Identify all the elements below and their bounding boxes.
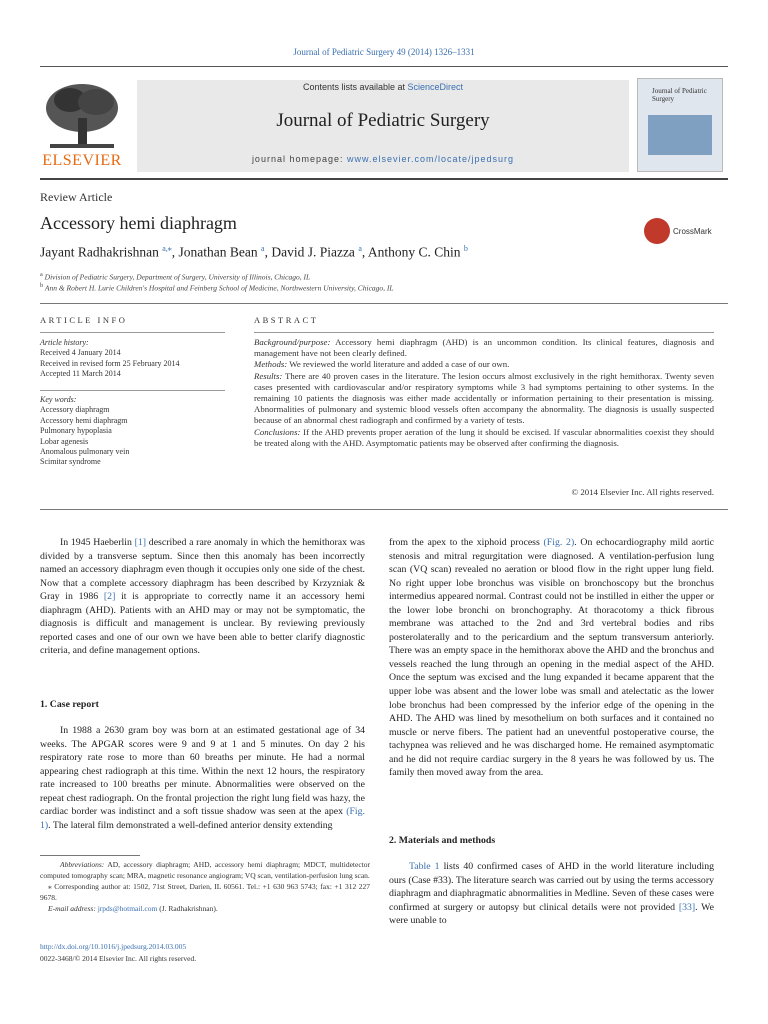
abstract-methods — [254, 359, 714, 370]
affiliation-marker: a — [40, 271, 43, 278]
author-name[interactable]: David J. Piazza — [271, 244, 355, 260]
keywords-label: Key words: — [40, 395, 77, 404]
case-report-paragraph — [40, 724, 365, 832]
contents-prefix: Contents lists available at — [302, 82, 408, 92]
footnote-text: AD, accessory diaphragm; AHD, accessory hemi diaphragm; MDCT, multidetector computed tomography scan; MRA, magnetic resonance angiogram; VQ scan, ventilation-perfusion lung scan. — [40, 860, 370, 880]
abstract-label: Results: — [254, 370, 283, 381]
intro-paragraph — [40, 536, 365, 658]
keyword: Accessory hemi diaphragm — [40, 415, 128, 425]
figure-link[interactable]: (Fig. 1) — [40, 806, 365, 831]
abstract-conclusions — [254, 427, 714, 449]
sciencedirect-link[interactable]: ScienceDirect — [407, 82, 464, 92]
header-divider — [40, 66, 728, 67]
abstract-text: We reviewed the world literature and added a case of our own. — [287, 359, 510, 370]
email-link[interactable]: jrpds@hotmail.com — [97, 904, 158, 913]
affiliation-text: Division of Pediatric Surgery, Department of Surgery, University of Illinois, Chicago, IL — [44, 272, 311, 282]
keyword: Pulmonary hypoplasia — [40, 426, 112, 436]
body-text: In 1988 a 2630 gram boy was born at an estimated gestational age of 34 weeks. The APGAR scores were 9 and 9 at 1 and 5 minutes. On day 2 his respiratory rate rose to more than 60 breaths per minute. He had a normal appearing chest radiograph at this time. Within the next 12 hours, the respiratory rate increased to 100 breaths per minute. Abnormalities were observed on the repeat chest radiograph. On the frontal projection the right lung field was hazy, the cardiac border was indistinct and a soft tissue shadow was seen at the apex — [40, 725, 365, 818]
author-affil-marker[interactable]: a — [358, 244, 362, 253]
abstract-label: Background/purpose: — [254, 337, 331, 347]
cover-title: Journal of Pediatric Surgery — [652, 87, 707, 103]
reference-link[interactable]: [33] — [678, 901, 696, 913]
contents-line — [137, 82, 629, 92]
article-info-heading: ARTICLE INFO — [40, 315, 128, 325]
abstract-background — [254, 337, 714, 359]
footnote-text: (J. Radhakrishnan). — [157, 904, 218, 913]
footnote-label: E-mail address: — [48, 904, 96, 913]
journal-cover-thumbnail — [637, 78, 723, 172]
footnote-divider — [40, 855, 140, 856]
case-report-continued — [389, 536, 714, 780]
history-item: Accepted 11 March 2014 — [40, 369, 121, 379]
author-affil-marker[interactable]: a — [261, 244, 265, 253]
journal-homepage — [137, 154, 629, 164]
keyword: Scimitar syndrome — [40, 457, 101, 467]
issn-copyright: 0022-3468/© 2014 Elsevier Inc. All rights reserved. — [40, 954, 197, 963]
abstract-label: Methods: — [254, 359, 288, 370]
body-text: In 1945 Haeberlin — [60, 537, 135, 548]
keywords — [40, 395, 225, 468]
abstract-text: There are 40 proven cases in the literature. The lesion occurs almost exclusively in the right hemithorax. Twenty seven cases presented with cardiovascular and/or respiratory symptoms while 3 had symptoms pertaining to other systems. In the remaining 10 patients the diagnosis was either made accidentally or information pertaining to their presentation is missing. Abnormalities of pulmonary and systemic blood vessels often accompany the abnormality. The diagnosis is usually suspected because of an abnormal chest radiograph and confirmed by a variety of tests. — [254, 370, 714, 426]
table-link[interactable]: Table 1 — [409, 861, 440, 872]
abstract-body — [254, 337, 714, 449]
footnotes — [40, 859, 370, 914]
abstract-text: If the AHD prevents proper aeration of the lung it should be excised. If vascular abnormalities coexist they should be treated along with the AHD. Asymptomatic patients may be observed after confirming the diagnosis. — [254, 426, 714, 448]
reference-link[interactable]: [2] — [103, 591, 116, 603]
abstract-text: Accessory hemi diaphragm (AHD) is an uncommon condition. Its clinical features, diagnosis and management have not been clearly defined. — [254, 337, 714, 359]
author-affil-marker[interactable]: b — [463, 244, 468, 253]
footnote-label: Abbreviations: — [60, 860, 105, 869]
author-list: Jayant Radhakrishnan $^{a,⁎}$, Jonathan Bean $^a$, David J. Piazza $^a$, Anthony C. Chin $^b$ — [40, 244, 468, 260]
history-item: Received in revised form 25 February 2014 — [40, 358, 180, 368]
history-item: Received 4 January 2014 — [40, 348, 121, 358]
author-name[interactable]: Anthony C. Chin — [367, 244, 461, 260]
body-text: . We were unable to — [389, 901, 714, 927]
doi-link[interactable]: http://dx.doi.org/10.1016/j.jpedsurg.2014.03.005 — [40, 942, 187, 951]
homepage-link[interactable]: www.elsevier.com/locate/jpedsurg — [347, 154, 515, 164]
abstract-label: Conclusions: — [254, 426, 301, 437]
section-divider — [40, 509, 728, 510]
body-text: from the apex to the xiphoid process — [389, 537, 544, 548]
author-name[interactable]: Jonathan Bean — [178, 244, 258, 260]
article-type: Review Article — [40, 190, 113, 204]
keyword: Anomalous pulmonary vein — [40, 447, 130, 457]
journal-title: Journal of Pediatric Surgery — [276, 110, 490, 131]
abstract-heading: ABSTRACT — [254, 315, 319, 325]
author-name[interactable]: Jayant Radhakrishnan — [40, 244, 159, 260]
section-heading-case-report: 1. Case report — [40, 699, 99, 710]
cover-image — [648, 115, 712, 155]
figure-link[interactable]: (Fig. 2) — [543, 537, 575, 548]
section-divider — [40, 303, 728, 304]
reference-link[interactable]: [1] — [134, 537, 147, 548]
body-text: . The lateral film demonstrated a well-defined anterior density extending — [48, 819, 333, 831]
body-text: . On echocardiography mild aortic stenosis and mitral regurgitation were diagnosed. A ventilation-perfusion lung scan (VQ scan) revealed no aeration or blood flow in the right upper lung field. No right upper lobe bronchus was visible on bronchoscopy but the bronchus intermedius appeared normal. Contrast could not be instilled in either the upper or the lower lobe bronchi on bronchography. At thoracotomy a thick fibrous membrane was attached to the 2nd and 3rd vertebral bodies and ribs posterolaterally and to the pericardium and the septum transversum anteriorly. There was an empty space in the hemithorax above the AHD and the bronchus and vessels reached the lung through an opening in the medial aspect of the AHD. Once the septum was excised and the lung expanded it became apparent that the upper lobe was absent and the lower lobe was small and atelectatic as the lower lobe bronchus had been compressed by the inferior edge of the opening in the AHD. The AHD was lined by mesothelium on both surfaces and it contained no muscle or nerve fibers. The patient had an uneventful postoperative course, the tachypnea was relieved and he was discharged home. He remained asymptomatic and he did not require cardiac surgery in the 8 years he was followed by us. The family then moved away from the area. — [389, 537, 714, 779]
info-divider — [40, 390, 225, 391]
elsevier-wordmark: ELSEVIER — [42, 152, 122, 169]
journal-citation[interactable]: Journal of Pediatric Surgery 49 (2014) 1326–1331 — [293, 47, 475, 57]
history-label: Article history: — [40, 338, 89, 347]
body-text: lists 40 confirmed cases of AHD in the world literature including ours (Case #33). The literature search was carried out by using the terms accessory diaphragm and diaphragmatic abnormalities in Medline. Seven of these cases were confirmed at surgery or autopsy but clinical details were not provided — [389, 861, 714, 913]
keyword: Lobar agenesis — [40, 436, 89, 446]
abstract-results — [254, 371, 714, 427]
body-text: described a rare anomaly in which the hemithorax was divided by a transverse septum. Since then this anomaly has been incorrectly named an accessory diaphragm even though it occupies only one side of the chest. Now that a complete accessory diaphragm has been described by Krzyzniak & Gray in 1986 — [40, 537, 365, 603]
affiliation — [40, 282, 394, 293]
crossmark-label[interactable]: CrossMark — [673, 227, 712, 236]
article-history — [40, 338, 225, 380]
body-text: it is appropriate to correctly name it an accessory hemi diaphragm (AHD). Patients with an AHD may or may not be symptomatic, the diagnosis is difficult and management is unclear. By reviewing previously reported cases and one of our own we have been able to better clarify diagnostic criteria, and define management options. — [40, 591, 365, 657]
affiliation — [40, 271, 310, 282]
abstract-copyright: © 2014 Elsevier Inc. All rights reserved. — [571, 487, 714, 497]
info-divider — [40, 332, 225, 333]
article-title: Accessory hemi diaphragm — [40, 213, 237, 233]
banner-divider — [40, 178, 728, 180]
author-affil-marker[interactable]: a,⁎ — [162, 244, 172, 253]
homepage-prefix: journal homepage: — [251, 154, 347, 164]
affiliation-text: Ann & Robert H. Lurie Children's Hospital and Feinberg School of Medicine, Northwestern University, Chicago, IL — [44, 283, 394, 293]
affiliation-marker: b — [40, 282, 44, 289]
materials-methods-paragraph — [389, 860, 714, 928]
keyword: Accessory diaphragm — [40, 405, 110, 415]
section-heading-materials-methods: 2. Materials and methods — [389, 835, 496, 846]
corresponding-author-note: ⁎ Corresponding author at: 1502, 71st Street, Darien, IL 60561. Tel.: +1 630 963 5743; fax: +1 312 227 9678. — [40, 882, 370, 902]
abstract-divider — [254, 332, 714, 333]
crossmark-icon[interactable] — [644, 218, 670, 244]
